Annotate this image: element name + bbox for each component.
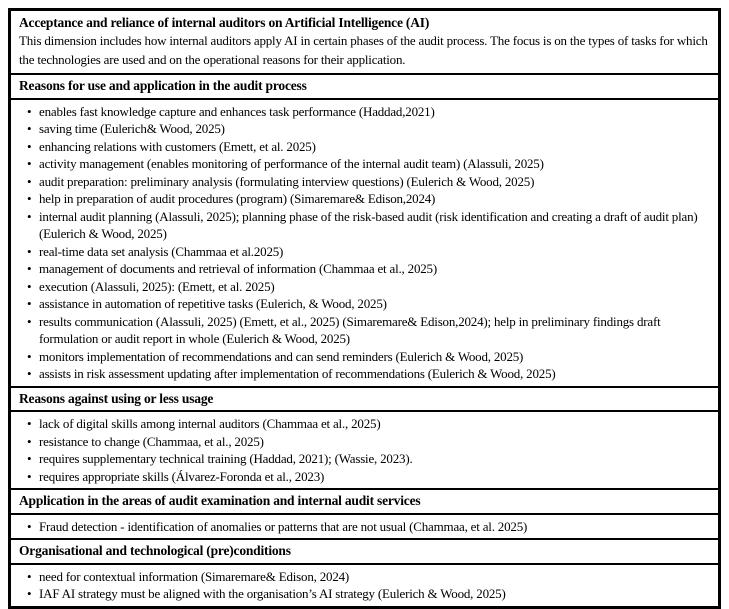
list-item: • assistance in automation of repetitive tasks (Eulerich, & Wood, 2025) [11,295,710,313]
list-item: • activity management (enables monitoring of performance of the internal audit team) (Alassuli, 2025) [11,155,710,173]
list-item: • saving time (Eulerich& Wood, 2025) [11,120,710,138]
section-body-reasons-for-use [11,98,718,386]
reasons-for-use-list [11,103,710,383]
list-item: • enhancing relations with customers (Emett, et al. 2025) [11,138,710,156]
list-item: • IAF AI strategy must be aligned with the organisation’s AI strategy (Eulerich & Wood, 2025) [11,585,710,603]
list-item: • real-time data set analysis (Chammaa et al.2025) [11,243,710,261]
application-areas-list [11,518,710,536]
section-header-reasons-against: Reasons against using or less usage [11,386,718,411]
list-item: • internal audit planning (Alassuli, 2025); planning phase of the risk-based audit (risk identification and creating a draft of audit plan) (Eulerich & Wood, 2025) [11,208,710,243]
reasons-against-list [11,415,710,485]
table-title-block [11,11,718,73]
list-item: • Fraud detection - identification of anomalies or patterns that are not usual (Chammaa, et al. 2025) [11,518,710,536]
section-body-application-areas [11,513,718,539]
list-item: • execution (Alassuli, 2025): (Emett, et al. 2025) [11,278,710,296]
section-header-reasons-for-use: Reasons for use and application in the audit process [11,73,718,98]
section-body-preconditions [11,563,718,606]
table-description: This dimension includes how internal auditors apply AI in certain phases of the audit process. The focus is on the types of tasks for which the technologies are used and on the operational reasons for their application. [19,33,708,67]
list-item: • help in preparation of audit procedures (program) (Simaremare& Edison,2024) [11,190,710,208]
list-item: • audit preparation: preliminary analysis (formulating interview questions) (Eulerich & Wood, 2025) [11,173,710,191]
list-item: • need for contextual information (Simaremare& Edison, 2024) [11,568,710,586]
list-item: • resistance to change (Chammaa, et al., 2025) [11,433,710,451]
list-item: • requires appropriate skills (Álvarez-Foronda et al., 2023) [11,468,710,486]
list-item: • assists in risk assessment updating after implementation of recommendations (Eulerich & Wood, 2025) [11,365,710,383]
list-item: • lack of digital skills among internal auditors (Chammaa et al., 2025) [11,415,710,433]
audit-ai-table [8,8,721,609]
list-item: • management of documents and retrieval of information (Chammaa et al., 2025) [11,260,710,278]
list-item: • results communication (Alassuli, 2025) (Emett, et al., 2025) (Simaremare& Edison,2024); help in preliminary findings draft formulation or audit report in whole (Eulerich & Wood, 2025) [11,313,710,348]
list-item: • requires supplementary technical training (Haddad, 2021); (Wassie, 2023). [11,450,710,468]
list-item: • monitors implementation of recommendations and can send reminders (Eulerich & Wood, 2025) [11,348,710,366]
table-title: Acceptance and reliance of internal auditors on Artificial Intelligence (AI) [19,15,430,30]
section-body-reasons-against [11,410,718,488]
section-header-preconditions: Organisational and technological (pre)conditions [11,538,718,563]
list-item: • enables fast knowledge capture and enhances task performance (Haddad,2021) [11,103,710,121]
section-header-application-areas: Application in the areas of audit examination and internal audit services [11,488,718,513]
preconditions-list [11,568,710,603]
